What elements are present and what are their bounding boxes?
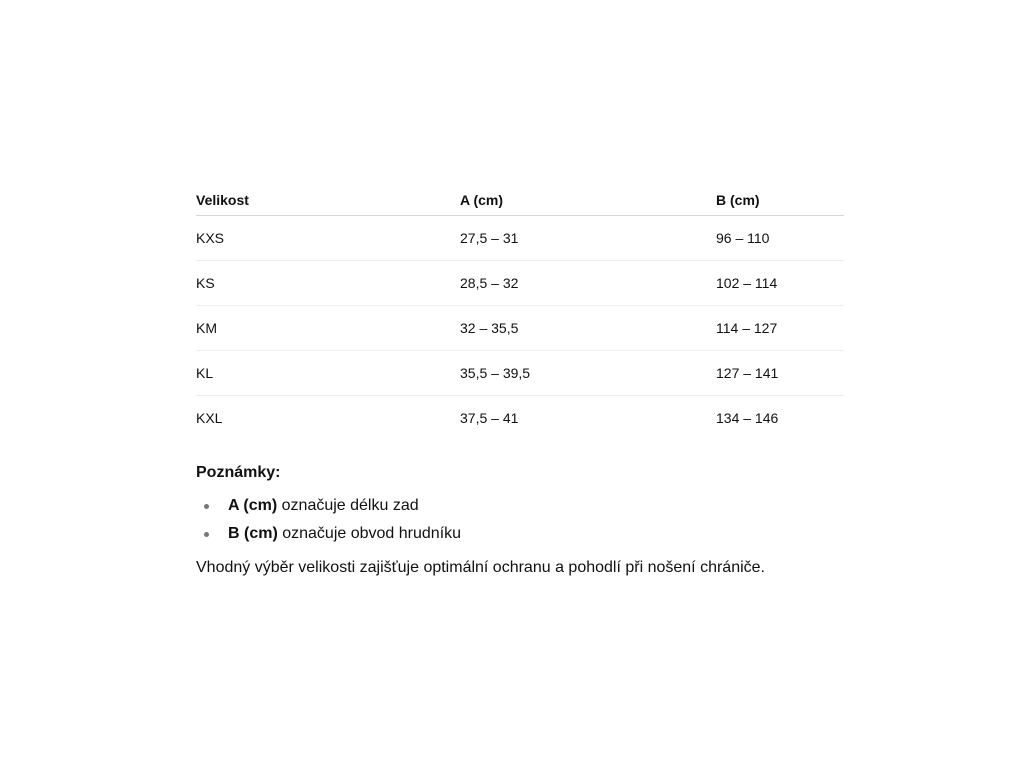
table-row	[196, 306, 844, 351]
size-guide	[196, 184, 844, 580]
table-row	[196, 396, 844, 441]
column-header-b: B (cm)	[716, 184, 844, 216]
cell-b: 134 – 146	[716, 410, 779, 426]
table-row	[196, 261, 844, 306]
cell-a: 37,5 – 41	[460, 410, 519, 426]
cell-b: 114 – 127	[716, 306, 844, 351]
cell-b: 102 – 114	[716, 261, 844, 306]
cell-b: 96 – 110	[716, 216, 844, 261]
notes-heading: Poznámky:	[196, 464, 281, 481]
size-table	[196, 184, 844, 440]
list-item	[196, 520, 844, 548]
cell-a: 35,5 – 39,5	[460, 351, 716, 396]
cell-size: KXS	[196, 216, 460, 261]
cell-a: 27,5 – 31	[460, 216, 716, 261]
note-term: B (cm)	[228, 525, 278, 542]
bullet-icon	[204, 532, 209, 537]
cell-size: KS	[196, 261, 460, 306]
note-text: označuje obvod hrudníku	[282, 525, 462, 542]
cell-size: KM	[196, 306, 460, 351]
column-header-a: A (cm)	[460, 184, 716, 216]
cell-a: 32 – 35,5	[460, 306, 716, 351]
note-term: A (cm)	[228, 497, 278, 514]
cell-a: 28,5 – 32	[460, 261, 716, 306]
bullet-icon	[204, 504, 209, 509]
note-text: označuje délku zad	[281, 497, 419, 514]
cell-size: KXL	[196, 410, 223, 426]
summary-text: Vhodný výběr velikosti zajišťuje optimální ochranu a pohodlí při nošení chrániče.	[196, 559, 765, 576]
table-row	[196, 351, 844, 396]
column-header-size: Velikost	[196, 184, 460, 216]
cell-b: 127 – 141	[716, 351, 844, 396]
table-row	[196, 216, 844, 261]
list-item	[196, 492, 844, 520]
cell-size: KL	[196, 351, 460, 396]
table-header-row	[196, 184, 844, 216]
notes-list	[196, 492, 844, 548]
